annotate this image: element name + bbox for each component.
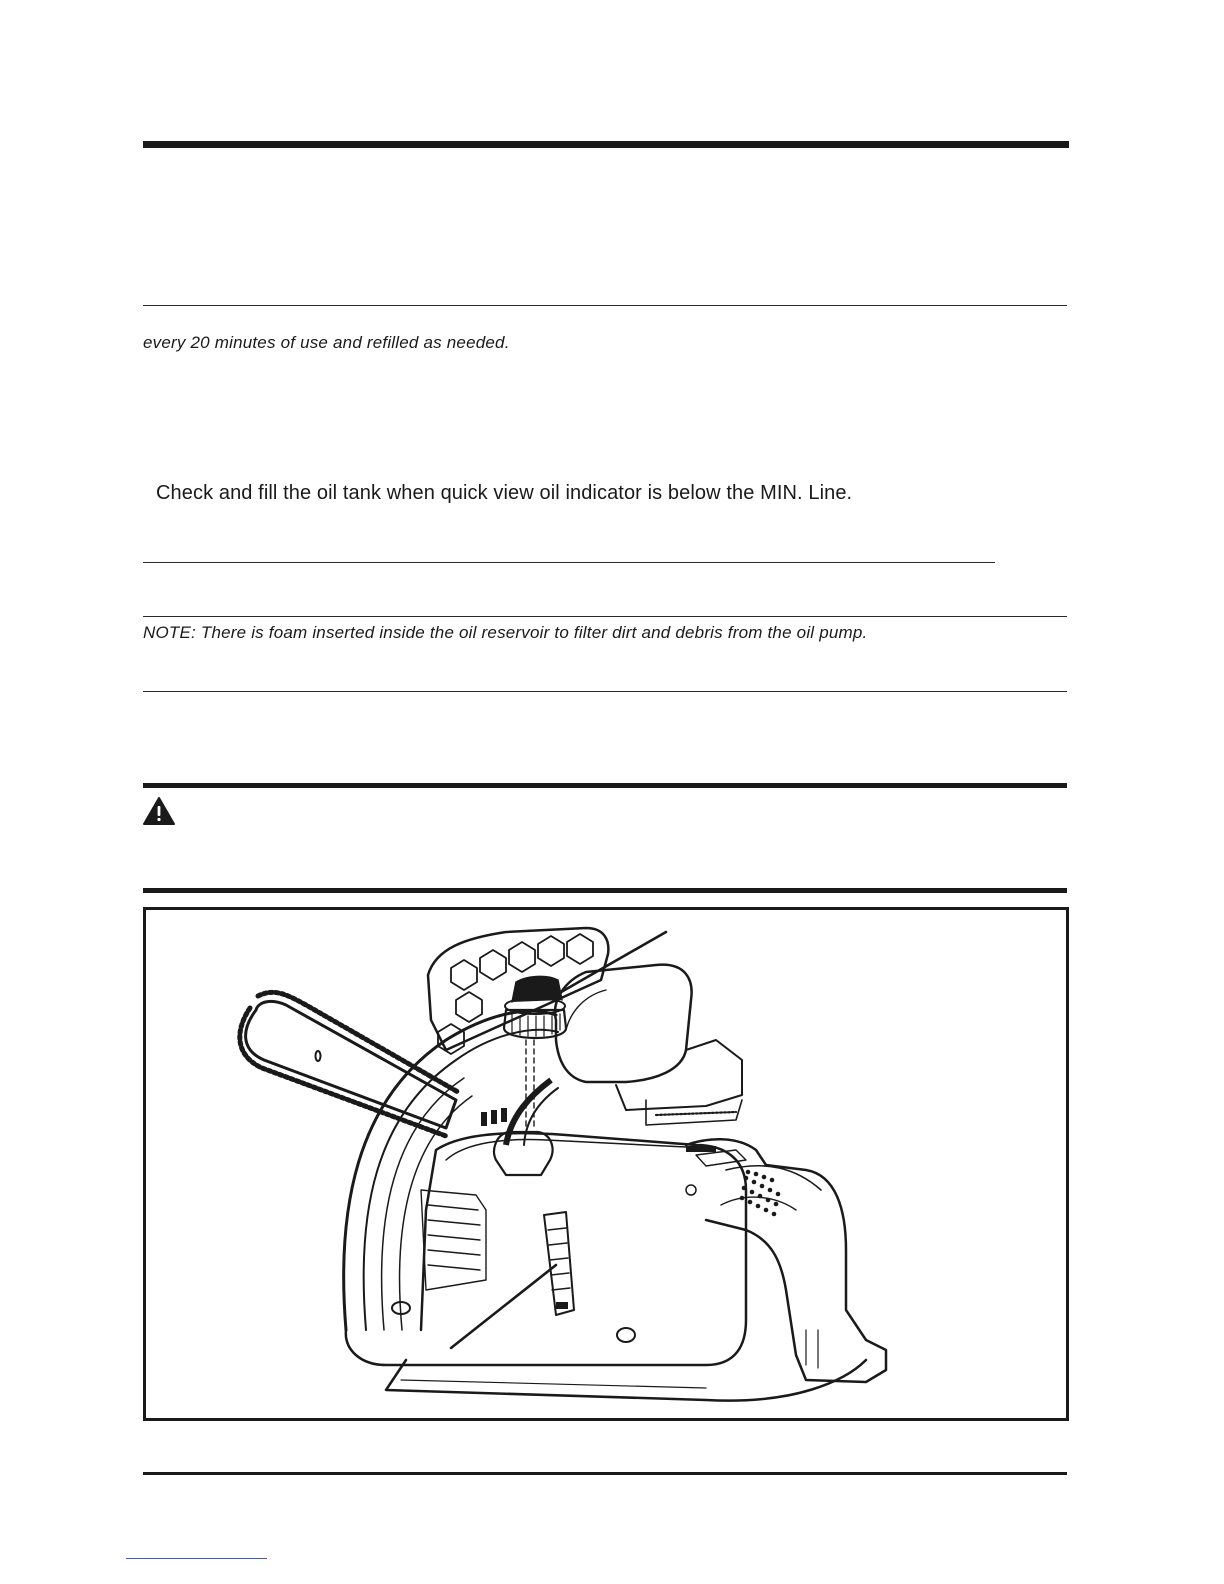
note-top-rule bbox=[143, 616, 1067, 617]
foam-note-text: NOTE: There is foam inserted inside the oil reservoir to filter dirt and debris from the oil pump. bbox=[143, 623, 868, 642]
warning-triangle-icon bbox=[142, 796, 176, 826]
figure-frame bbox=[143, 907, 1069, 1421]
oil-fill-instruction-text: Check and fill the oil tank when quick view oil indicator is below the MIN. Line. bbox=[156, 482, 853, 504]
oil-check-interval-text: every 20 minutes of use and refilled as needed. bbox=[143, 333, 510, 352]
oil-cap-callout bbox=[556, 932, 666, 995]
oil-level-indicator-callout bbox=[451, 1265, 556, 1348]
instruction-rule bbox=[143, 562, 995, 563]
oil-filler-neck bbox=[494, 1132, 552, 1175]
section-rule bbox=[143, 305, 1067, 306]
header-rule bbox=[143, 141, 1069, 148]
chainsaw-oil-tank-illustration bbox=[146, 910, 1066, 1418]
note-bottom-rule bbox=[143, 691, 1067, 692]
rear-handle bbox=[686, 1139, 886, 1382]
warning-bottom-rule bbox=[143, 888, 1067, 893]
chain-bar bbox=[246, 1001, 456, 1128]
oil-level-window bbox=[544, 1212, 574, 1315]
warning-top-rule bbox=[143, 783, 1067, 788]
footer-link-underline bbox=[126, 1558, 267, 1559]
front-handle bbox=[344, 1011, 556, 1330]
footer-rule bbox=[143, 1472, 1067, 1475]
